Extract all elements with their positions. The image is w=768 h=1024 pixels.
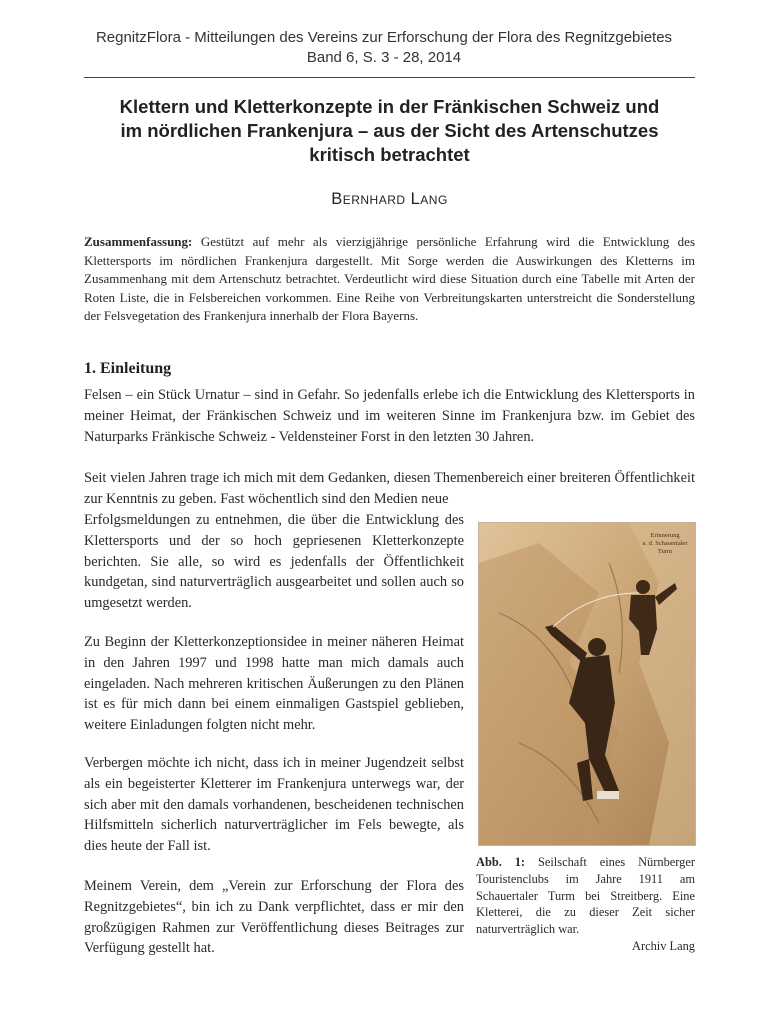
caption-label: Abb. 1: (476, 855, 526, 869)
paragraph-1: Felsen – ein Stück Urnatur – sind in Gefahr. So jedenfalls erlebe ich die Entwicklung des Klettersports in meiner Heimat, der Fränkischen Schweiz und im weiteren Sinne im Frankenjura bzw. im Gebiet des Naturparks Fränkische Schweiz - Veldensteiner Forst in den letzten 30 Jahren. (84, 387, 695, 445)
article-title (84, 95, 695, 167)
title-line-1: Klettern und Kletterkonzepte in der Fränkischen Schweiz und (119, 96, 660, 117)
paragraph-3: Zu Beginn der Kletterkonzeptionsidee in meiner näheren Heimat in den Jahren 1997 und 1998 hatte man mich damals auch eingeladen. Nach mehreren kritischen Äußerungen zu den Plänen ist es für mich dann bei einem einmaligen Gastspiel geblieben, weitere Einladungen folgten nicht mehr. (84, 634, 464, 734)
caption-credit: Archiv Lang (632, 938, 695, 953)
paragraph-4: Verbergen möchte ich nicht, dass ich in meiner Jugendzeit selbst als ein begeisterter Kletterer im Frankenjura unterwegs war, der sich aber mit den damals vorhandenen, bescheidenen technischen Hilfsmitteln sicherlich naturverträglicher im Fels bewegte, als dies heute der Fall ist. (84, 755, 464, 855)
caption-text: Seilschaft eines Nürnberger Touristenclubs im Jahre 1911 am Schauertaler Turm bei Streitberg. Eine Kletterei, die zu dieser Zeit sicher naturverträglich war. (476, 855, 695, 937)
inscription-line-3: Turm (657, 548, 673, 555)
paragraph-2: Seit vielen Jahren trage ich mich mit dem Gedanken, diesen Themenbereich einer breiteren Öffentlichkeit zur Kenntnis zu geben. Fast wöchentlich sind den Medien neue (84, 470, 695, 507)
header-divider (84, 77, 695, 78)
abstract (84, 233, 695, 326)
inscription-line-1: Erinnerung (650, 532, 680, 539)
climbing-photo (478, 522, 696, 846)
journal-volume: Band 6, S. 3 - 28, 2014 (306, 49, 462, 66)
abstract-label: Zusammenfassung: (84, 234, 193, 249)
author-name: Bernhard Lang (331, 190, 448, 208)
paragraph-5: Meinem Verein, dem „Verein zur Erforschung der Flora des Regnitzgebietes“, bin ich zu Dank verpflichtet, dass er mir den großzügigen Rahmen zur Veröffentlichung dieses Beitrages zur Verfügung gestellt hat. (84, 878, 464, 957)
climbing-photo-illustration (479, 523, 695, 845)
title-line-3: kritisch betrachtet (309, 144, 470, 165)
journal-name: RegnitzFlora - Mitteilungen des Vereins zur Erforschung der Flora des Regnitzgebietes (95, 29, 673, 46)
figure-caption (476, 854, 695, 955)
inscription-line-2: a. d. Schauertaler (642, 540, 688, 547)
section-heading: 1. Einleitung (84, 360, 172, 377)
abstract-text: Gestützt auf mehr als vierzigjährige persönliche Erfahrung wird die Entwicklung des Klettersports im nördlichen Frankenjura dargestellt. Mit Sorge werden die Auswirkungen des Kletterns im Zusammenhang mit dem Artenschutz betrachtet. Verdeutlicht wird diese Situation durch eine Tabelle mit Arten der Roten Liste, die in Felsbereichen vorkommen. Eine Reihe von Verbreitungskarten unterstreicht die Sonderstellung der Felsvegetation des Frankenjura innerhalb der Flora Bayerns. (84, 234, 695, 324)
journal-header (0, 28, 768, 68)
paragraph-2-continued: Erfolgsmeldungen zu entnehmen, die über die Entwicklung des Klettersports und der so hoch gepriesenen Kletterkonzepte berichten. Sie alle, so wird es jedenfalls der Öffentlichkeit kundgetan, sind naturverträglich ausgearbeitet und sollen auch so umgesetzt werden. (84, 512, 464, 612)
title-line-2: im nördlichen Frankenjura – aus der Sicht des Artenschutzes (120, 120, 659, 141)
